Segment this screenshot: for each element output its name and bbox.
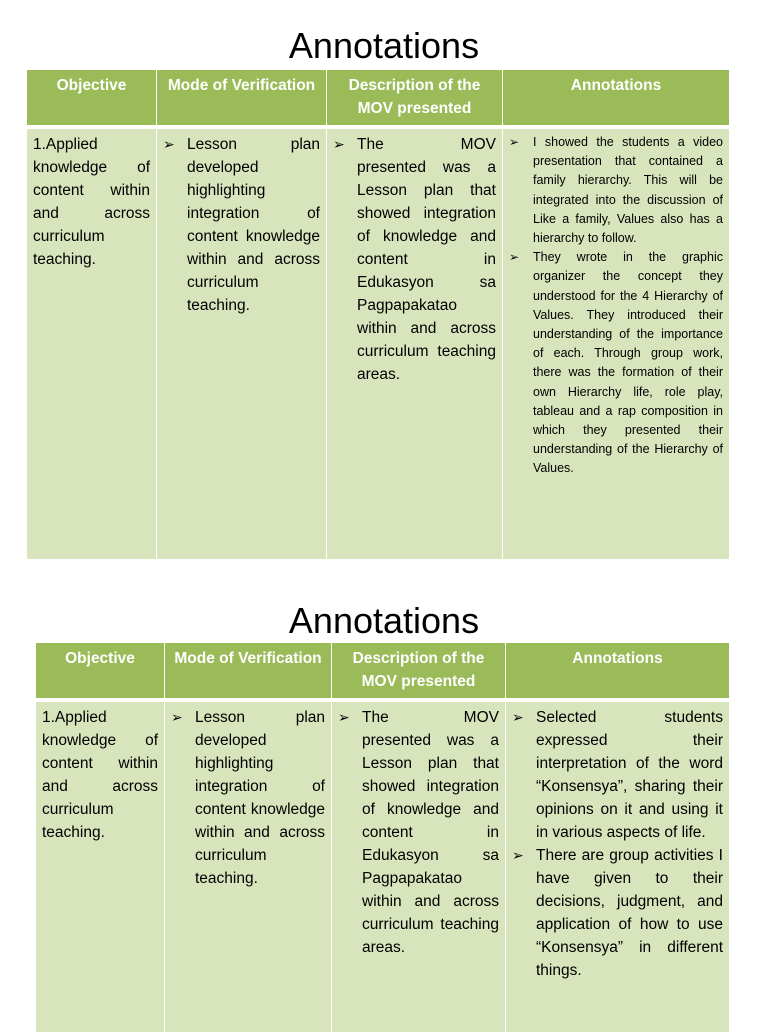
table-row bbox=[27, 127, 730, 559]
slide-title: Annotations bbox=[288, 25, 480, 66]
cell-description bbox=[327, 127, 503, 559]
annotation-text: I showed the students a video presentation that contained a family hierarchy. This will be integrated into the discussion of Like a family, Values also has a hierarchy to follow. bbox=[533, 135, 723, 246]
list-item bbox=[163, 133, 320, 317]
mode-text: Lesson plan developed highlighting integration of content knowledge within and across curriculum teaching. bbox=[187, 136, 320, 314]
annotation-text: There are group activities I have given to their decisions, judgment, and application of how to use “Konsensya” in different things. bbox=[536, 847, 723, 979]
header-mode-of-verification: Mode of Verification bbox=[157, 70, 327, 127]
annotations-table bbox=[35, 643, 730, 1032]
header-annotations: Annotations bbox=[503, 70, 730, 127]
arrow-bullet-icon: ➢ bbox=[163, 136, 175, 152]
arrow-bullet-icon: ➢ bbox=[512, 709, 524, 725]
mode-text: Lesson plan developed highlighting integration of content knowledge within and across curriculum teaching. bbox=[195, 709, 325, 887]
objective-text: 1.Applied knowledge of content within and across curriculum teaching. bbox=[33, 136, 150, 268]
arrow-bullet-icon: ➢ bbox=[509, 250, 520, 265]
slide-title: Annotations bbox=[288, 600, 480, 641]
table-header-row bbox=[27, 70, 730, 127]
header-objective: Objective bbox=[36, 643, 165, 700]
header-mode-of-verification: Mode of Verification bbox=[165, 643, 332, 700]
annotations-table bbox=[26, 70, 730, 559]
cell-objective bbox=[27, 127, 157, 559]
arrow-bullet-icon: ➢ bbox=[338, 709, 350, 725]
arrow-bullet-icon: ➢ bbox=[509, 135, 520, 149]
list-item bbox=[333, 133, 496, 386]
list-item bbox=[338, 706, 499, 959]
cell-description bbox=[332, 700, 506, 1032]
annotation-text: They wrote in the graphic organizer the concept they understood for the 4 Hierarchy of Values. They introduced their understanding of the importance of each. Through group work, there was the formation of their own Hierarchy life, role play, tableau and a rap composition in which they presented their understanding of the Hierarchy of Values. bbox=[533, 250, 723, 476]
cell-objective bbox=[36, 700, 165, 1032]
list-item bbox=[512, 706, 723, 844]
arrow-bullet-icon: ➢ bbox=[171, 709, 183, 725]
description-text: The MOV presented was a Lesson plan that showed integration of knowledge and content in Edukasyon sa Pagpapakatao within and across curriculum teaching areas. bbox=[362, 709, 499, 956]
cell-mode bbox=[157, 127, 327, 559]
list-item bbox=[171, 706, 325, 890]
annotation-text: Selected students expressed their interpretation of the word “Konsensya”, sharing their opinions on it and using it in various aspects of life. bbox=[536, 709, 723, 841]
arrow-bullet-icon: ➢ bbox=[512, 847, 524, 863]
objective-text: 1.Applied knowledge of content within and across curriculum teaching. bbox=[42, 709, 158, 841]
list-item bbox=[509, 248, 723, 478]
cell-annotations bbox=[503, 127, 730, 559]
slide-2 bbox=[0, 570, 768, 1024]
header-annotations: Annotations bbox=[506, 643, 730, 700]
header-objective: Objective bbox=[27, 70, 157, 127]
cell-mode bbox=[165, 700, 332, 1032]
list-item bbox=[509, 133, 723, 248]
list-item bbox=[512, 844, 723, 982]
arrow-bullet-icon: ➢ bbox=[333, 136, 345, 152]
table-row bbox=[36, 700, 730, 1032]
cell-annotations bbox=[506, 700, 730, 1032]
header-description: Description of the MOV presented bbox=[332, 643, 506, 700]
table-header-row bbox=[36, 643, 730, 700]
description-text: The MOV presented was a Lesson plan that showed integration of knowledge and content in Edukasyon sa Pagpapakatao within and across curriculum teaching areas. bbox=[357, 136, 496, 383]
header-description: Description of the MOV presented bbox=[327, 70, 503, 127]
